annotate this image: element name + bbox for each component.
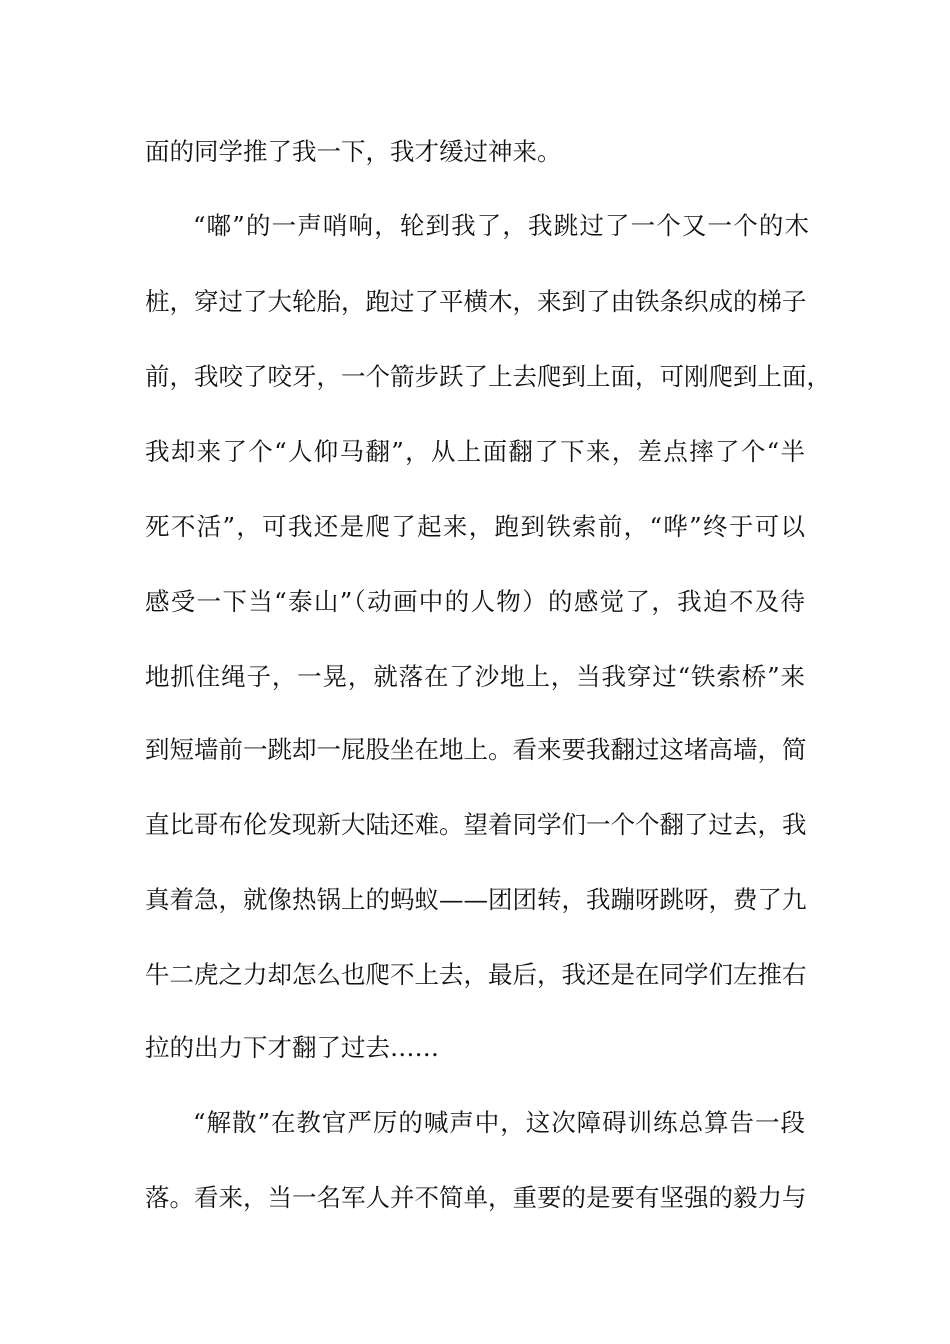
text-line: 前，我咬了咬牙，一个箭步跃了上去爬到上面，可刚爬到上面， (145, 362, 831, 391)
text-line: “嘟”的一声哨响，轮到我了，我跳过了一个又一个的木 (193, 211, 809, 240)
text-line: 落。看来，当一名军人并不简单，重要的是要有坚强的毅力与 (145, 1183, 807, 1212)
text-line: 牛二虎之力却怎么也爬不上去，最后，我还是在同学们左推右 (145, 960, 807, 989)
text-line: 到短墙前一跳却一屁股坐在地上。看来要我翻过这堵高墙，简 (145, 735, 807, 764)
text-line: “解散”在教官严厉的喊声中，这次障碍训练总算告一段 (193, 1108, 805, 1137)
text-line: 桩，穿过了大轮胎，跑过了平横木，来到了由铁条织成的梯子 (145, 287, 807, 316)
text-line: 感受一下当“泰山”（动画中的人物）的感觉了，我迫不及待 (145, 587, 805, 616)
text-line: 死不活”，可我还是爬了起来，跑到铁索前，“哗”终于可以 (145, 512, 805, 541)
text-line: 直比哥布伦发现新大陆还难。望着同学们一个个翻了过去，我 (145, 810, 807, 839)
text-line: 面的同学推了我一下，我才缓过神来。 (145, 137, 562, 166)
text-line: 拉的出力下才翻了过去…… (145, 1033, 439, 1062)
text-line: 我却来了个“人仰马翻”，从上面翻了下来，差点摔了个“半 (145, 437, 805, 466)
text-line: 真着急，就像热锅上的蚂蚁——团团转，我蹦呀跳呀，费了九 (145, 885, 807, 914)
text-line: 地抓住绳子，一晃，就落在了沙地上，当我穿过“铁索桥”来 (145, 662, 805, 691)
